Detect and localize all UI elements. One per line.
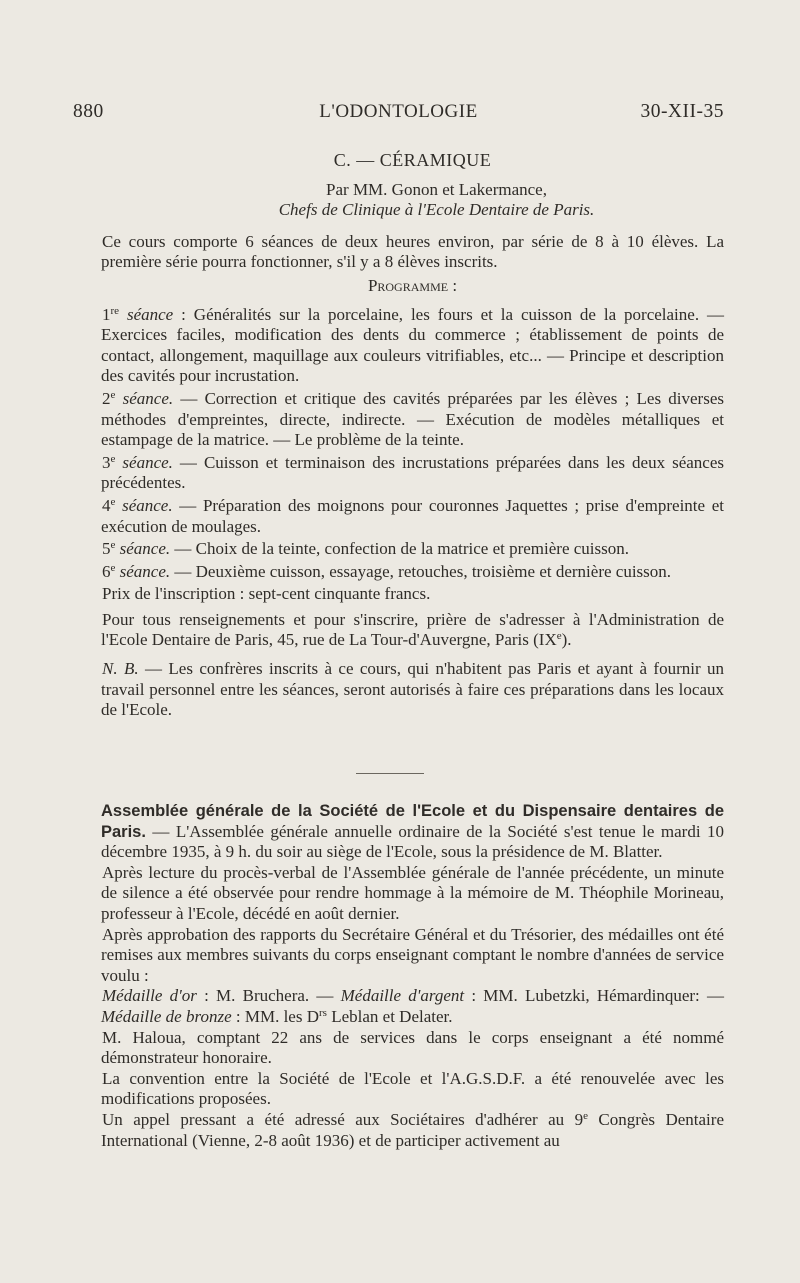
programme-heading: Programme : [367,275,458,295]
section-title: C. — CÉRAMIQUE [333,150,492,170]
authors-line: Par MM. Gonon et Lakermance, [326,179,547,199]
authors-role: Chefs de Clinique à l'Ecole Dentaire de Paris. [278,200,595,220]
session-item: 1re séance : Généralités sur la porcelaine, les fours et la cuisson de la porcelaine. — Exercices faciles, modification des dents du commerce ; établissement de points de contact, allongement, maquillage aux couleurs vitrifiables, etc... — Principe et description des cavités pour incrustation. [101,304,724,386]
session-item: 6e séance. — Deuxième cuisson, essayage, retouches, troisième et dernière cuisson. [102,561,672,581]
assembly-paragraph: Après approbation des rapports du Secrétaire Général et du Trésorier, des médailles ont été remises aux membres suivants du corps enseignant comptant le nombre d'années de service voulu : [101,924,724,985]
assembly-section [101,801,724,1151]
page-number: 880 [73,101,104,122]
assembly-paragraph: La convention entre la Société de l'Ecole et l'A.G.S.D.F. a été renouvelée avec les modifications proposées. [101,1068,724,1109]
course-intro: Ce cours comporte 6 séances de deux heures environ, par série de 8 à 10 élèves. La première série pourra fonctionner, s'il y a 8 élèves inscrits. [101,231,724,272]
session-item: 5e séance. — Choix de la teinte, confection de la matrice et première cuisson. [102,539,629,559]
assembly-paragraph: M. Haloua, comptant 22 ans de services dans le corps enseignant a été nommé démonstrateur honoraire. [101,1027,724,1068]
session-item: 3e séance. — Cuisson et terminaison des incrustations préparées dans les deux séances précédentes. [101,452,725,493]
assembly-title: Assemblée générale de la Société de l'Ecole et du Dispensaire dentaires de Paris. [101,802,724,841]
assembly-paragraph: Un appel pressant a été adressé aux Sociétaires d'adhérer au 9e Congrès Dentaire International (Vienne, 2-8 août 1936) et de participer activement au [101,1109,724,1150]
medals-paragraph: Médaille d'or : M. Bruchera. — Médaille d'argent : MM. Lubetzki, Hémardinquer: — Médaille de bronze : MM. les $D^{rs}$ Leblan et Delater. [101,986,724,1026]
issue-date: 30-XII-35 [640,101,724,122]
session-item: 4e séance. — Préparation des moignons pour couronnes Jaquettes ; prise d'empreinte et exécution de moulages. [101,495,725,536]
nota-bene: N. B. — Les confrères inscrits à ce cours, qui n'habitent pas Paris et ayant à fournir un travail personnel entre les séances, seront autorisés à faire ces préparations dans les locaux de l'Ecole. [101,659,724,720]
ceramics-section [101,150,724,721]
contact-info: Pour tous renseignements et pour s'inscrire, prière de s'adresser à l'Administration de l'Ecole Dentaire de Paris, 45, rue de La Tour-d'Auvergne, Paris (IXe). [101,609,724,650]
sessions-list [101,305,724,583]
journal-title: L'ODONTOLOGIE [319,101,478,122]
assembly-paragraph: Après lecture du procès-verbal de l'Assemblée générale de l'année précédente, un minute de silence a été observée pour rendre hommage à la mémoire de M. Théophile Morineau, professeur à l'Ecole, décédé en août dernier. [101,862,724,923]
section-divider [356,773,424,774]
assembly-intro: Assemblée générale de la Société de l'Ecole et du Dispensaire dentaires de Paris. — L'Assemblée générale annuelle ordinaire de la Société s'est tenue le mardi 10 décembre 1935, à 9 h. du soir au siège de l'Ecole, sous la présidence de M. Blatter. [101,802,724,862]
price-line: Prix de l'inscription : sept-cent cinquante francs. [102,584,431,604]
session-item: 2e séance. — Correction et critique des cavités préparées par les élèves ; Les diverses méthodes d'empreintes, directe, indirecte. — Exécution de modèles métalliques et estampage de la matrice. — Le problème de la teinte. [101,388,724,450]
